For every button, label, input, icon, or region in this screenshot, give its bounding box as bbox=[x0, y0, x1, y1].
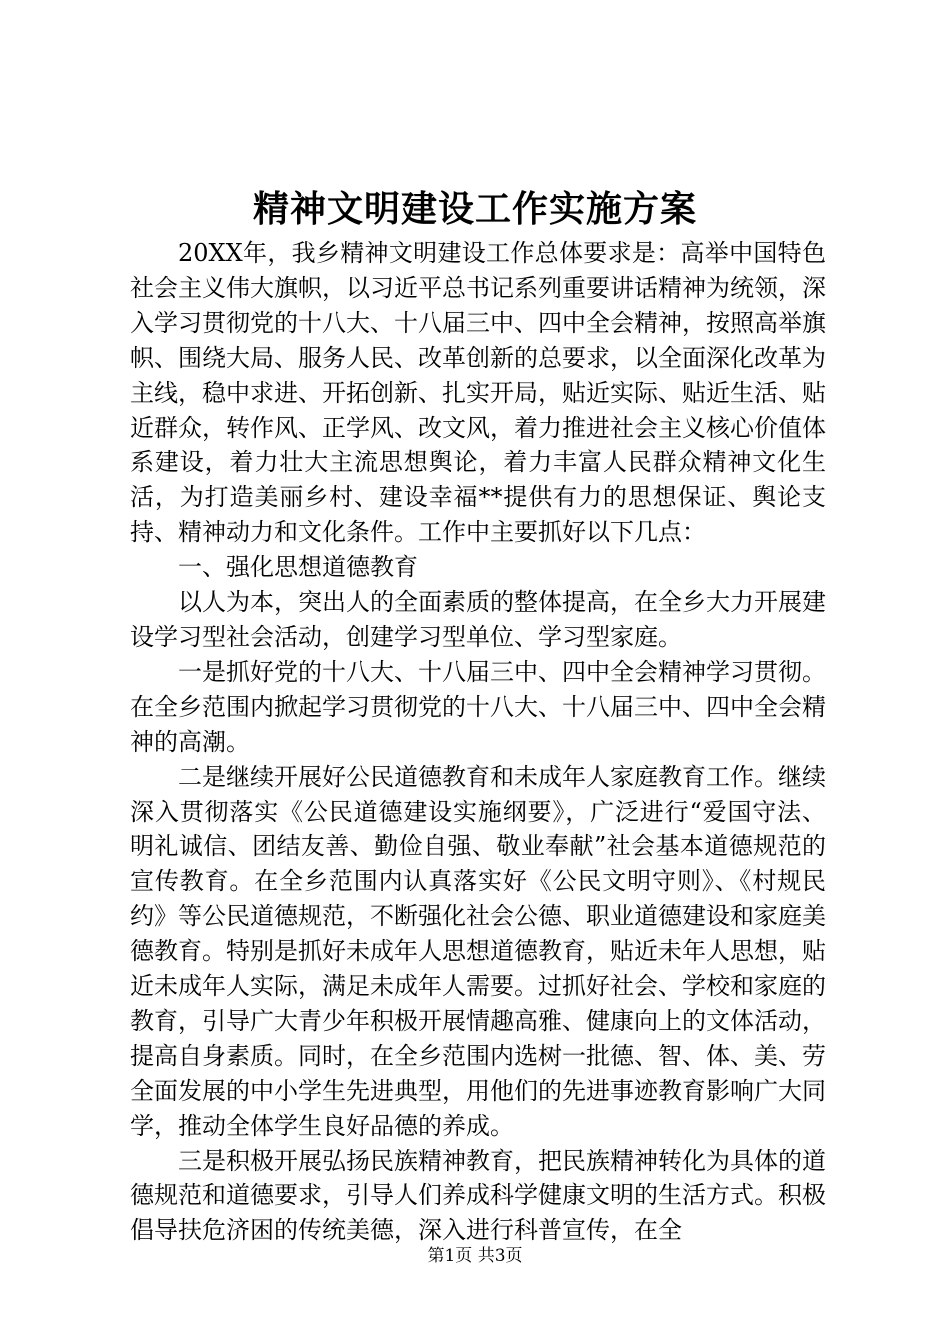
paragraph-item-3: 三是积极开展弘扬民族精神教育，把民族精神转化为具体的道德规范和道德要求，引导人们养成科学健康文明的生活方式。积极倡导扶危济困的传统美德，深入进行科普宣传，在全 bbox=[130, 1146, 826, 1245]
section-heading-1: 一、强化思想道德教育 bbox=[178, 553, 418, 582]
paragraph-item-1: 一是抓好党的十八大、十八届三中、四中全会精神学习贯彻。在全乡范围内掀起学习贯彻党的十八大、十八届三中、四中全会精神的高潮。 bbox=[130, 657, 826, 756]
paragraph-intro: 20XX年，我乡精神文明建设工作总体要求是：高举中国特色社会主义伟大旗帜，以习近平总书记系列重要讲话精神为统领，深入学习贯彻党的十八大、十八届三中、四中全会精神，按照高举旗帜、围绕大局、服务人民、改革创新的总要求，以全面深化改革为主线，稳中求进、开拓创新、扎实开局，贴近实际、贴近生活、贴近群众，转作风、正学风、改文风，着力推进社会主义核心价值体系建设，着力壮大主流思想舆论，着力丰富人民群众精神文化生活，为打造美丽乡村、建设幸福**提供有力的思想保证、舆论支持、精神动力和文化条件。工作中主要抓好以下几点： bbox=[130, 239, 826, 547]
document-title: 精神文明建设工作实施方案 bbox=[252, 188, 697, 230]
page-number-footer: 第1页 共3页 bbox=[427, 1246, 523, 1266]
document-body bbox=[130, 236, 826, 1248]
paragraph-item-2: 二是继续开展好公民道德教育和未成年人家庭教育工作。继续深入贯彻落实《公民道德建设实施纲要》，广泛进行“爱国守法、明礼诚信、团结友善、勤俭自强、敬业奉献”社会基本道德规范的宣传教育。在全乡范围内认真落实好《公民文明守则》、《村规民约》等公民道德规范，不断强化社会公德、职业道德建设和家庭美德教育。特别是抓好未成年人思想道德教育，贴近未年人思想，贴近未成年人实际，满足未成年人需要。过抓好社会、学校和家庭的教育，引导广大青少年积极开展情趣高雅、健康向上的文体活动，提高自身素质。同时，在全乡范围内选树一批德、智、体、美、劳全面发展的中小学生先进典型，用他们的先进事迹教育影响广大同学，推动全体学生良好品德的养成。 bbox=[130, 762, 826, 1140]
paragraph-section-1-intro: 以人为本，突出人的全面素质的整体提高，在全乡大力开展建设学习型社会活动，创建学习型单位、学习型家庭。 bbox=[130, 588, 826, 651]
